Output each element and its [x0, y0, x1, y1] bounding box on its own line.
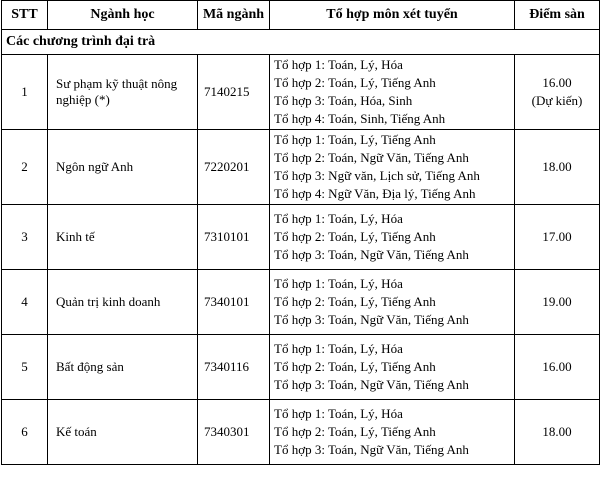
combo-item: Tổ hợp 2: Toán, Lý, Tiếng Anh	[274, 229, 436, 244]
row-major: Sư phạm kỹ thuật nông nghiệp (*)	[48, 55, 198, 130]
combo-item: Tổ hợp 1: Toán, Lý, Tiếng Anh	[274, 132, 436, 147]
combo-item: Tổ hợp 2: Toán, Lý, Tiếng Anh	[274, 424, 436, 439]
header-code: Mã ngành	[198, 1, 270, 30]
row-combos	[270, 335, 515, 400]
header-row	[2, 1, 600, 30]
row-combos	[270, 205, 515, 270]
row-combos	[270, 130, 515, 205]
row-score	[515, 335, 600, 400]
combo-item: Tổ hợp 2: Toán, Ngữ Văn, Tiếng Anh	[274, 150, 469, 165]
row-score	[515, 55, 600, 130]
combo-item: Tổ hợp 3: Ngữ văn, Lịch sử, Tiếng Anh	[274, 168, 480, 183]
combo-item: Tổ hợp 3: Toán, Hóa, Sinh	[274, 93, 413, 108]
row-combos	[270, 400, 515, 465]
combo-item: Tổ hợp 2: Toán, Lý, Tiếng Anh	[274, 75, 436, 90]
score-value: 16.00	[542, 359, 572, 374]
table-row	[2, 130, 600, 205]
combo-item: Tổ hợp 3: Toán, Ngữ Văn, Tiếng Anh	[274, 442, 469, 457]
combo-item: Tổ hợp 3: Toán, Ngữ Văn, Tiếng Anh	[274, 247, 469, 262]
score-note: (Dự kiến)	[531, 93, 583, 108]
score-value: 16.00	[542, 75, 572, 90]
combo-item: Tổ hợp 3: Toán, Ngữ Văn, Tiếng Anh	[274, 312, 469, 327]
table-row	[2, 270, 600, 335]
header-combos: Tổ hợp môn xét tuyển	[270, 1, 515, 30]
row-stt: 4	[2, 270, 48, 335]
row-stt: 2	[2, 130, 48, 205]
header-score: Điểm sàn	[515, 1, 600, 30]
row-code: 7310101	[198, 205, 270, 270]
row-major: Quản trị kinh doanh	[48, 270, 198, 335]
table-row	[2, 55, 600, 130]
score-value: 19.00	[542, 294, 572, 309]
row-stt: 3	[2, 205, 48, 270]
row-combos	[270, 55, 515, 130]
row-code: 7340101	[198, 270, 270, 335]
section-row	[2, 30, 600, 55]
combo-item: Tổ hợp 1: Toán, Lý, Hóa	[274, 211, 403, 226]
admission-table	[1, 0, 600, 465]
row-combos	[270, 270, 515, 335]
score-value: 18.00	[542, 159, 572, 174]
combo-item: Tổ hợp 4: Ngữ Văn, Địa lý, Tiếng Anh	[274, 186, 476, 201]
combo-item: Tổ hợp 1: Toán, Lý, Hóa	[274, 341, 403, 356]
combo-item: Tổ hợp 3: Toán, Ngữ Văn, Tiếng Anh	[274, 377, 469, 392]
score-value: 18.00	[542, 424, 572, 439]
row-score	[515, 400, 600, 465]
table-row	[2, 335, 600, 400]
row-stt: 5	[2, 335, 48, 400]
row-stt: 6	[2, 400, 48, 465]
combo-item: Tổ hợp 1: Toán, Lý, Hóa	[274, 276, 403, 291]
row-major: Bất động sản	[48, 335, 198, 400]
row-code: 7220201	[198, 130, 270, 205]
score-value: 17.00	[542, 229, 572, 244]
row-stt: 1	[2, 55, 48, 130]
row-code: 7140215	[198, 55, 270, 130]
header-major: Ngành học	[48, 1, 198, 30]
row-code: 7340301	[198, 400, 270, 465]
row-score	[515, 130, 600, 205]
header-stt: STT	[2, 1, 48, 30]
row-major: Kế toán	[48, 400, 198, 465]
row-code: 7340116	[198, 335, 270, 400]
combo-item: Tổ hợp 1: Toán, Lý, Hóa	[274, 57, 403, 72]
table-row	[2, 400, 600, 465]
combo-item: Tổ hợp 2: Toán, Lý, Tiếng Anh	[274, 359, 436, 374]
combo-item: Tổ hợp 4: Toán, Sinh, Tiếng Anh	[274, 111, 446, 126]
table-row	[2, 205, 600, 270]
row-score	[515, 270, 600, 335]
combo-item: Tổ hợp 2: Toán, Lý, Tiếng Anh	[274, 294, 436, 309]
combo-item: Tổ hợp 1: Toán, Lý, Hóa	[274, 406, 403, 421]
row-major: Ngôn ngữ Anh	[48, 130, 198, 205]
row-major: Kinh tế	[48, 205, 198, 270]
section-title: Các chương trình đại trà	[2, 30, 600, 55]
row-score	[515, 205, 600, 270]
